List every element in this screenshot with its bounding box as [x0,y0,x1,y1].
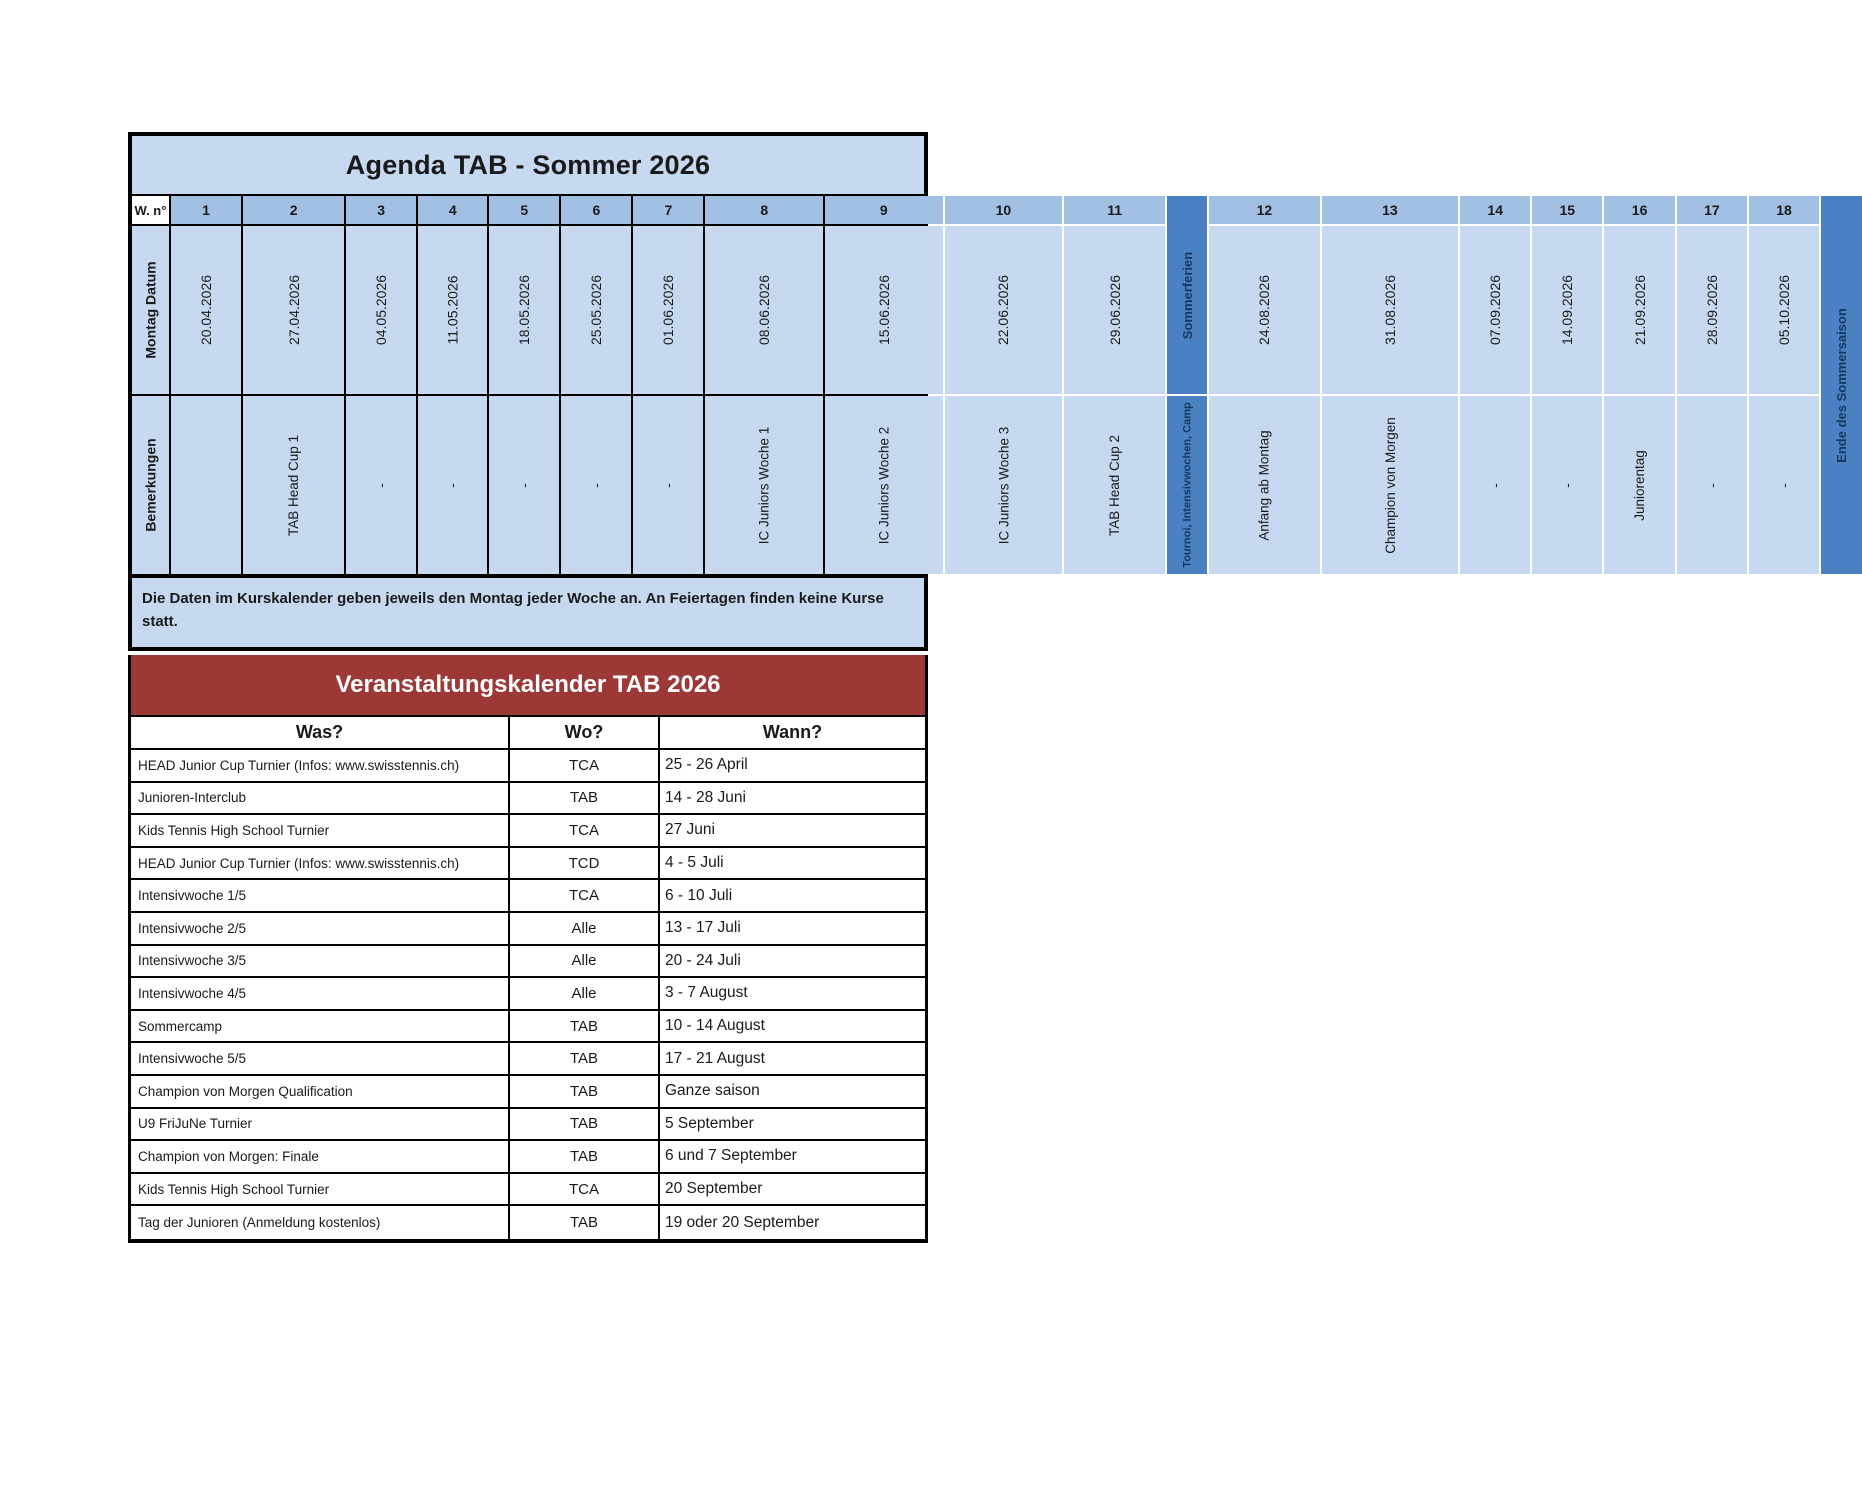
event-was: HEAD Junior Cup Turnier (Infos: www.swisstennis.ch) [138,757,460,773]
event-row-15 [131,1206,925,1239]
monday-date-cell-1 [171,226,241,394]
remark-cell-11-label: TAB Head Cup 2 [1107,434,1123,536]
event-was: Kids Tennis High School Turnier [138,1181,330,1197]
event-row-11 [131,1076,925,1109]
monday-date-cell-3 [346,226,416,394]
monday-date-cell-4-label: 11.05.2026 [444,275,461,345]
week-number-cell-6: 6 [561,196,631,224]
monday-date-cell-9-label: 15.06.2026 [875,274,892,346]
monday-date-cell-12 [1209,226,1319,394]
remark-cell-15 [1532,396,1602,574]
remark-cell-18-label: - [1776,482,1792,488]
monday-date-cell-15-label: 14.09.2026 [1559,274,1576,346]
event-wo: TCA [508,880,658,911]
remark-cell-5-label: - [516,482,532,488]
monday-date-cell-11-label: 29.06.2026 [1106,274,1123,346]
event-wo: Alle [508,978,658,1009]
remark-cell-17 [1677,396,1747,574]
monday-date-row-label [132,226,169,394]
week-number-cell-2: 2 [243,196,344,224]
week-number-cell-8: 8 [705,196,823,224]
event-row-13 [131,1141,925,1174]
event-wo: TCA [508,815,658,846]
remarks-row-label-label: Bemerkungen [142,438,159,532]
remark-cell-7 [633,396,703,574]
event-wann: 3 - 7 August [658,978,925,1009]
remark-cell-17-label: - [1704,482,1720,488]
monday-date-cell-4 [418,226,487,394]
event-wo: TCA [508,1174,658,1205]
event-wo: TCD [508,848,658,879]
event-wo: TAB [508,783,658,814]
event-row-8 [131,978,925,1011]
remark-cell-1 [171,396,241,574]
monday-date-cell-10 [945,226,1063,394]
event-row-6 [131,913,925,946]
remark-cell-4 [418,396,487,574]
event-row-7 [131,946,925,979]
monday-date-cell-8-label: 08.06.2026 [756,274,773,346]
events-rows [131,750,925,1239]
week-number-cell-1: 1 [171,196,241,224]
remark-cell-2-label: TAB Head Cup 1 [286,434,302,536]
event-wo: TAB [508,1011,658,1042]
week-number-cell-17: 17 [1677,196,1747,224]
event-row-10 [131,1043,925,1076]
remarks-row-label [132,396,169,574]
week-grid [132,196,1850,574]
event-was: HEAD Junior Cup Turnier (Infos: www.swisstennis.ch) [138,855,460,871]
event-row-5 [131,880,925,913]
week-number-cell-13: 13 [1322,196,1459,224]
remark-cell-3-label: - [373,482,389,488]
week-number-cell-7: 7 [633,196,703,224]
remark-cell-9-label: IC Juniors Woche 2 [876,426,892,544]
event-wann: 20 - 24 Juli [658,946,925,977]
remark-cell-10-label: IC Juniors Woche 3 [995,426,1011,544]
event-was: Intensivwoche 1/5 [138,888,247,904]
event-was: Intensivwoche 2/5 [138,920,247,936]
remark-cell-12-label: Anfang ab Montag [1256,429,1272,541]
remark-cell-4-label: - [445,482,461,488]
remark-cell-14 [1460,396,1530,574]
event-row-12 [131,1109,925,1142]
monday-date-cell-6-label: 25.05.2026 [588,274,605,346]
week-number-cell-3: 3 [346,196,416,224]
monday-date-cell-6 [561,226,631,394]
remark-cell-15-label: - [1559,482,1575,488]
event-was: Champion von Morgen Qualification [138,1083,353,1099]
monday-date-cell-10-label: 22.06.2026 [995,274,1012,346]
week-number-cell-5: 5 [489,196,559,224]
monday-date-cell-13-label: 31.08.2026 [1381,274,1398,346]
ende-sommersaison-cell [1821,196,1862,574]
ende-sommersaison-cell-label: Ende des Sommersaison [1834,307,1850,463]
monday-date-cell-5 [489,226,559,394]
column-header-was: Was? [295,722,344,742]
monday-date-cell-13 [1322,226,1459,394]
event-row-4 [131,848,925,881]
monday-date-cell-15 [1532,226,1602,394]
week-calendar-table [128,132,1850,578]
event-wann: 6 und 7 September [658,1141,925,1172]
monday-date-cell-16-label: 21.09.2026 [1631,274,1648,346]
monday-date-cell-18 [1749,226,1819,394]
event-wann: 14 - 28 Juni [658,783,925,814]
event-wo: Alle [508,913,658,944]
event-was: Intensivwoche 3/5 [138,953,247,969]
remark-cell-6-label: - [588,482,604,488]
monday-date-cell-7 [633,226,703,394]
event-wann: 6 - 10 Juli [658,880,925,911]
remark-cell-13 [1322,396,1459,574]
remark-cell-8 [705,396,823,574]
monday-date-cell-3-label: 04.05.2026 [373,274,390,346]
sommerferien-remark-cell-label: Tournoi, Intensivwochen, Camp [1181,402,1194,568]
event-was: Champion von Morgen: Finale [138,1148,319,1164]
remark-cell-6 [561,396,631,574]
monday-date-row-label-label: Montag Datum [142,261,159,359]
sommerferien-cell [1167,196,1207,394]
week-number-cell-16: 16 [1604,196,1675,224]
event-was: Sommercamp [138,1018,223,1034]
remark-cell-14-label: - [1487,482,1503,488]
events-title: Veranstaltungskalender TAB 2026 [131,655,925,717]
week-number-cell-15: 15 [1532,196,1602,224]
monday-date-cell-2 [243,226,344,394]
week-number-corner-cell: W. n° [132,196,169,224]
monday-date-cell-5-label: 18.05.2026 [516,274,533,346]
event-wann: 20 September [658,1174,925,1205]
remark-cell-13-label: Champion von Morgen [1382,416,1398,554]
week-number-cell-4: 4 [418,196,487,224]
remark-cell-18 [1749,396,1819,574]
event-row-9 [131,1011,925,1044]
remark-cell-3 [346,396,416,574]
week-number-cell-12: 12 [1209,196,1319,224]
monday-date-cell-16 [1604,226,1675,394]
week-number-cell-9: 9 [825,196,943,224]
event-wann: 27 Juni [658,815,925,846]
monday-date-cell-14 [1460,226,1530,394]
event-wo: TAB [508,1043,658,1074]
monday-date-cell-17-label: 28.09.2026 [1703,274,1720,346]
events-header-row [131,717,925,750]
event-was: Junioren-Interclub [138,790,247,806]
event-wo: TAB [508,1141,658,1172]
remark-cell-10 [945,396,1063,574]
remark-cell-16 [1604,396,1675,574]
event-wo: TAB [508,1109,658,1140]
event-was: Intensivwoche 4/5 [138,985,247,1001]
event-row-1 [131,750,925,783]
remark-cell-2 [243,396,344,574]
monday-date-cell-1-label: 20.04.2026 [198,274,215,346]
event-wann: 10 - 14 August [658,1011,925,1042]
week-number-cell-10: 10 [945,196,1063,224]
event-wo: TAB [508,1206,658,1239]
sommerferien-cell-label: Sommerferien [1179,251,1195,339]
event-wann: 19 oder 20 September [658,1206,925,1239]
week-number-cell-18: 18 [1749,196,1819,224]
event-wann: 13 - 17 Juli [658,913,925,944]
event-wo: TAB [508,1076,658,1107]
remark-cell-9 [825,396,943,574]
event-wo: TCA [508,750,658,781]
remark-cell-8-label: IC Juniors Woche 1 [756,426,772,544]
calendar-note: Die Daten im Kurskalender geben jeweils den Montag jeder Woche an. An Feiertagen finden keine Kurse statt. [128,578,928,651]
event-wann: 4 - 5 Juli [658,848,925,879]
remark-cell-16-label: Juniorentag [1632,449,1648,521]
agenda-title: Agenda TAB - Sommer 2026 [132,136,924,196]
column-header-wann: Wann? [658,717,925,748]
week-number-cell-11: 11 [1064,196,1165,224]
event-wann: Ganze saison [658,1076,925,1107]
monday-date-cell-18-label: 05.10.2026 [1775,274,1792,346]
event-wann: 5 September [658,1109,925,1140]
monday-date-cell-7-label: 01.06.2026 [660,274,677,346]
event-row-2 [131,783,925,816]
monday-date-cell-8 [705,226,823,394]
remark-cell-11 [1064,396,1165,574]
remark-cell-5 [489,396,559,574]
week-number-cell-14: 14 [1460,196,1530,224]
monday-date-cell-17 [1677,226,1747,394]
event-row-14 [131,1174,925,1207]
event-was: U9 FriJuNe Turnier [138,1116,253,1132]
remark-cell-7-label: - [660,482,676,488]
sommerferien-remark-cell [1167,396,1207,574]
monday-date-cell-12-label: 24.08.2026 [1256,274,1273,346]
event-was: Kids Tennis High School Turnier [138,822,330,838]
event-was: Intensivwoche 5/5 [138,1051,247,1067]
event-wann: 25 - 26 April [658,750,925,781]
event-was: Tag der Junioren (Anmeldung kostenlos) [138,1215,381,1231]
event-wo: Alle [508,946,658,977]
remark-cell-12 [1209,396,1319,574]
column-header-wo: Wo? [508,717,658,748]
monday-date-cell-9 [825,226,943,394]
monday-date-cell-11 [1064,226,1165,394]
event-wann: 17 - 21 August [658,1043,925,1074]
event-row-3 [131,815,925,848]
monday-date-cell-14-label: 07.09.2026 [1487,274,1504,346]
monday-date-cell-2-label: 27.04.2026 [285,274,302,346]
events-table [128,655,928,1243]
document-page [128,132,1850,1243]
